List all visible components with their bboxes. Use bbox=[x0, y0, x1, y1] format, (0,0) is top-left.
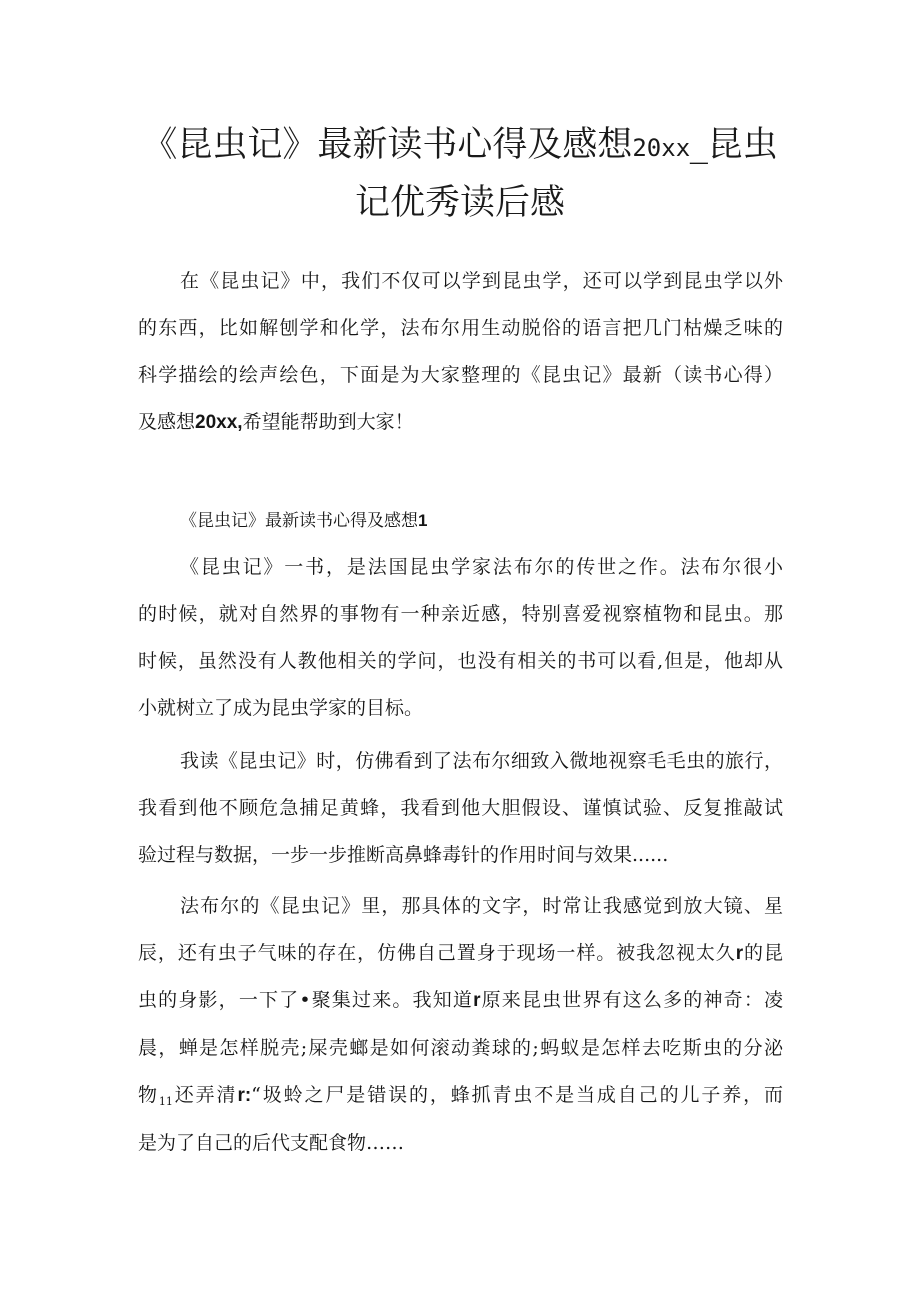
paragraph-line: 验过程与数据，一步一步推断高鼻蜂毒针的作用时间与效果...... bbox=[138, 844, 669, 866]
paragraph-line bbox=[138, 1082, 783, 1115]
intro-line: 在《昆虫记》中，我们不仅可以学到昆虫学，还可以学到昆虫学以外 bbox=[180, 270, 783, 292]
title-text-tail: _昆虫 bbox=[690, 125, 778, 165]
paragraph-line bbox=[138, 987, 783, 1014]
paragraph-text: 辰，还有虫子气味的存在，仿佛自己置身于现场一样。被我忽视太久 bbox=[138, 942, 736, 964]
section-heading-number: 1 bbox=[418, 511, 428, 530]
stray-mark: r: bbox=[237, 1085, 252, 1106]
paragraph-line: 的时候，就对自然界的事物有一种亲近感，特别喜爱视察植物和昆虫。那 bbox=[138, 603, 783, 625]
paragraph-text: 虫的身影，一下了•聚集过来。我知道 bbox=[138, 989, 474, 1011]
stray-subscript: 11 bbox=[158, 1095, 173, 1108]
paragraph-text: 还弄清 bbox=[172, 1084, 238, 1106]
title-year: 20xx bbox=[632, 134, 691, 162]
intro-line: 科学描绘的绘声绘色，下面是为大家整理的《昆虫记》最新（读书心得） bbox=[138, 364, 783, 386]
paragraph-line bbox=[138, 940, 783, 967]
paragraph-text: 物 bbox=[138, 1084, 159, 1106]
paragraph-line: 《昆虫记》一书，是法国昆虫学家法布尔的传世之作。法布尔很小 bbox=[180, 556, 783, 578]
stray-mark: r bbox=[473, 990, 481, 1011]
paragraph-line: 我看到他不顾危急捕足黄蜂，我看到他大胆假设、谨慎试验、反复推敲试 bbox=[138, 797, 783, 819]
intro-text: 及感想 bbox=[138, 411, 196, 433]
intro-year: 20xx, bbox=[195, 412, 243, 433]
section-heading-text: 《昆虫记》最新读书心得及感想 bbox=[180, 511, 418, 531]
intro-line bbox=[138, 409, 783, 436]
title-text: 《昆虫记》最新读书心得及感想 bbox=[142, 125, 633, 165]
paragraph-line: 法布尔的《昆虫记》里，那具体的文字，时常让我感觉到放大镜、星 bbox=[180, 895, 783, 917]
paragraph-text: 的昆 bbox=[743, 942, 783, 964]
document-title-line-2: 记优秀读后感 bbox=[354, 183, 565, 223]
paragraph-line: 小就树立了成为昆虫学家的目标。 bbox=[138, 697, 424, 719]
paragraph-line: 时候，虽然没有人教他相关的学问，也没有相关的书可以看,但是，他却从 bbox=[138, 650, 783, 672]
section-heading bbox=[180, 509, 427, 533]
intro-text: 希望能帮助到大家！ bbox=[242, 411, 414, 433]
paragraph-text: “圾蛉之尸是错误的，蜂抓青虫不是当成自己的儿子养，而 bbox=[251, 1084, 783, 1106]
paragraph-line: 我读《昆虫记》时，仿佛看到了法布尔细致入微地视察毛毛虫的旅行， bbox=[180, 750, 783, 772]
paragraph-text: 原来昆虫世界有这么多的神奇：凌 bbox=[480, 989, 783, 1011]
stray-mark: r bbox=[735, 943, 744, 964]
intro-line: 的东西，比如解刨学和化学，法布尔用生动脱俗的语言把几门枯燥乏味的 bbox=[138, 317, 783, 339]
paragraph-line: 晨，蝉是怎样脱壳;屎壳螂是如何滚动粪球的;蚂蚁是怎样去吃斯虫的分泌 bbox=[138, 1037, 783, 1059]
document-title-line-1 bbox=[100, 116, 820, 177]
paragraph-line: 是为了自己的后代支配食物…… bbox=[138, 1132, 405, 1154]
